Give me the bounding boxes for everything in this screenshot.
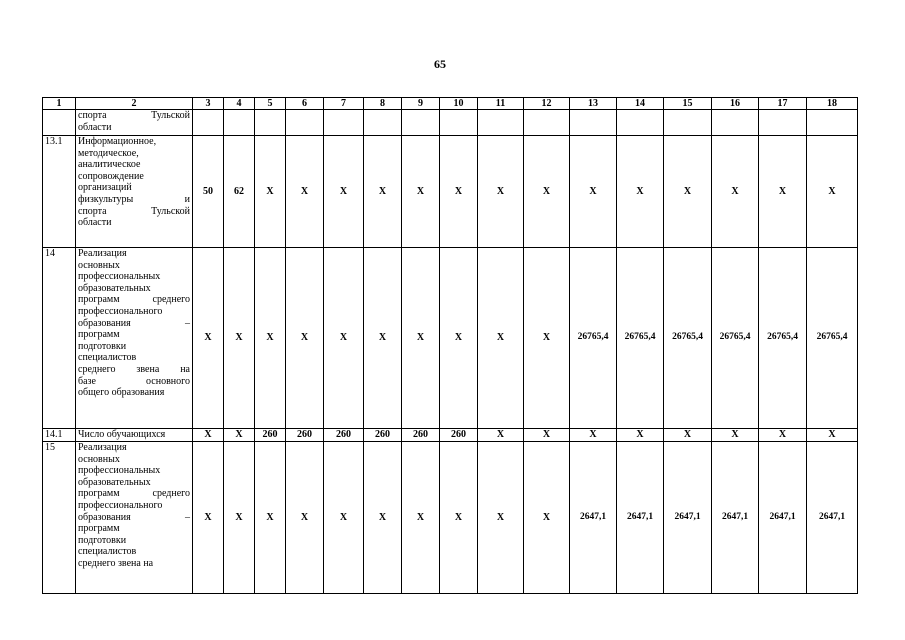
row-name-line: программ [78, 523, 120, 535]
value-cell-col-3: X [193, 442, 224, 594]
value-cell-col-17: X [759, 136, 807, 248]
row-name-line: образовательных [78, 282, 151, 294]
header-cell-6: 6 [286, 98, 324, 110]
value-cell-col-14: 26765,4 [617, 248, 664, 429]
value-cell-col-10: X [440, 442, 478, 594]
header-cell-16: 16 [712, 98, 759, 110]
value-cell-col-9 [402, 110, 440, 136]
row-name-line: среднего звена на [78, 557, 154, 569]
row-name-line: образования – [78, 511, 190, 523]
value-cell-col-16: 2647,1 [712, 442, 759, 594]
value-cell-col-4: 62 [224, 136, 255, 248]
data-table [42, 97, 858, 594]
value-cell-col-8 [364, 110, 402, 136]
row-name-line: общего образования [78, 387, 165, 399]
value-cell-col-5: 260 [255, 429, 286, 442]
value-cell-col-7: X [324, 442, 364, 594]
value-cell-col-14: X [617, 136, 664, 248]
value-cell-col-10 [440, 110, 478, 136]
value-cell-col-11: X [478, 136, 524, 248]
table-row [43, 248, 858, 429]
value-cell-col-10: X [440, 136, 478, 248]
header-cell-13: 13 [570, 98, 617, 110]
header-cell-18: 18 [807, 98, 858, 110]
value-cell-col-18: 2647,1 [807, 442, 858, 594]
value-cell-col-4 [224, 110, 255, 136]
value-cell-col-5: X [255, 442, 286, 594]
row-number [43, 110, 76, 136]
value-cell-col-12: X [524, 248, 570, 429]
row-name-line: образовательных [78, 476, 151, 488]
value-cell-col-18: X [807, 429, 858, 442]
value-cell-col-6: X [286, 442, 324, 594]
value-cell-col-8: X [364, 442, 402, 594]
table-row [43, 136, 858, 248]
table-row [43, 429, 858, 442]
value-cell-col-4: X [224, 248, 255, 429]
row-name-line: сопровождение [78, 170, 144, 182]
value-cell-col-13: 2647,1 [570, 442, 617, 594]
value-cell-col-5: X [255, 248, 286, 429]
row-name-line: профессиональных [78, 271, 161, 283]
value-cell-col-8: X [364, 248, 402, 429]
row-name-line: основных [78, 259, 120, 271]
row-name-line: области [78, 217, 112, 229]
value-cell-col-16: 26765,4 [712, 248, 759, 429]
value-cell-col-11 [478, 110, 524, 136]
value-cell-col-13: 26765,4 [570, 248, 617, 429]
value-cell-col-10: X [440, 248, 478, 429]
value-cell-col-16: X [712, 429, 759, 442]
row-name-line: программ [78, 329, 120, 341]
header-cell-12: 12 [524, 98, 570, 110]
row-name-line: Реализация [78, 248, 127, 259]
value-cell-col-3: X [193, 429, 224, 442]
row-name-line: Число обучающихся [78, 429, 166, 440]
row-name-line: среднего звена на [78, 363, 190, 375]
row-name-line: спорта Тульской [78, 205, 190, 217]
value-cell-col-17 [759, 110, 807, 136]
row-name [76, 136, 193, 248]
value-cell-col-12: X [524, 136, 570, 248]
value-cell-col-17: X [759, 429, 807, 442]
row-name-line: подготовки [78, 534, 127, 546]
value-cell-col-14 [617, 110, 664, 136]
value-cell-col-12 [524, 110, 570, 136]
row-number: 14 [43, 248, 76, 429]
value-cell-col-13: X [570, 136, 617, 248]
value-cell-col-9: X [402, 136, 440, 248]
row-name-line: Информационное, [78, 136, 157, 147]
row-name-line: профессионального [78, 305, 163, 317]
page-number: 65 [434, 57, 446, 71]
table-row [43, 442, 858, 594]
value-cell-col-13 [570, 110, 617, 136]
value-cell-col-15: X [664, 429, 712, 442]
row-name-line: специалистов [78, 352, 137, 364]
header-cell-9: 9 [402, 98, 440, 110]
header-cell-11: 11 [478, 98, 524, 110]
value-cell-col-17: 2647,1 [759, 442, 807, 594]
header-row [43, 98, 858, 110]
value-cell-col-8: X [364, 136, 402, 248]
row-name [76, 110, 193, 136]
row-name-line: базе основного [78, 375, 190, 387]
value-cell-col-7: X [324, 248, 364, 429]
value-cell-col-7: 260 [324, 429, 364, 442]
value-cell-col-14: 2647,1 [617, 442, 664, 594]
value-cell-col-18: 26765,4 [807, 248, 858, 429]
row-name-line: специалистов [78, 546, 137, 558]
value-cell-col-12: X [524, 429, 570, 442]
header-cell-4: 4 [224, 98, 255, 110]
value-cell-col-5: X [255, 136, 286, 248]
value-cell-col-6: X [286, 248, 324, 429]
value-cell-col-3: X [193, 248, 224, 429]
value-cell-col-5 [255, 110, 286, 136]
header-cell-14: 14 [617, 98, 664, 110]
header-cell-15: 15 [664, 98, 712, 110]
row-name-line: методическое, [78, 147, 139, 159]
value-cell-col-6: 260 [286, 429, 324, 442]
value-cell-col-18 [807, 110, 858, 136]
value-cell-col-15: X [664, 136, 712, 248]
row-name-line: программ среднего [78, 294, 190, 306]
value-cell-col-6: X [286, 136, 324, 248]
value-cell-col-15: 2647,1 [664, 442, 712, 594]
value-cell-col-7: X [324, 136, 364, 248]
row-name-line: профессиональных [78, 465, 161, 477]
row-name [76, 442, 193, 594]
row-name-line: области [78, 121, 112, 133]
value-cell-col-11: X [478, 429, 524, 442]
value-cell-col-3 [193, 110, 224, 136]
value-cell-col-16 [712, 110, 759, 136]
header-cell-3: 3 [193, 98, 224, 110]
value-cell-col-4: X [224, 429, 255, 442]
row-name-line: профессионального [78, 499, 163, 511]
row-name-line: организаций [78, 182, 132, 194]
value-cell-col-8: 260 [364, 429, 402, 442]
value-cell-col-11: X [478, 442, 524, 594]
row-name-line: основных [78, 453, 120, 465]
value-cell-col-4: X [224, 442, 255, 594]
value-cell-col-3: 50 [193, 136, 224, 248]
row-name-line: физкультуры и [78, 193, 190, 205]
row-name [76, 429, 193, 442]
header-cell-7: 7 [324, 98, 364, 110]
value-cell-col-11: X [478, 248, 524, 429]
row-name [76, 248, 193, 429]
header-cell-2: 2 [76, 98, 193, 110]
value-cell-col-16: X [712, 136, 759, 248]
row-name-line: спорта Тульской [78, 110, 190, 121]
row-number: 13.1 [43, 136, 76, 248]
row-name-line: программ среднего [78, 488, 190, 500]
value-cell-col-15: 26765,4 [664, 248, 712, 429]
value-cell-col-9: X [402, 248, 440, 429]
value-cell-col-17: 26765,4 [759, 248, 807, 429]
value-cell-col-13: X [570, 429, 617, 442]
header-cell-8: 8 [364, 98, 402, 110]
table-row [43, 110, 858, 136]
value-cell-col-6 [286, 110, 324, 136]
value-cell-col-15 [664, 110, 712, 136]
row-number: 15 [43, 442, 76, 594]
header-cell-17: 17 [759, 98, 807, 110]
value-cell-col-10: 260 [440, 429, 478, 442]
value-cell-col-18: X [807, 136, 858, 248]
row-name-line: подготовки [78, 340, 127, 352]
row-name-line: Реализация [78, 442, 127, 453]
header-cell-10: 10 [440, 98, 478, 110]
row-number: 14.1 [43, 429, 76, 442]
value-cell-col-9: X [402, 442, 440, 594]
row-name-line: образования – [78, 317, 190, 329]
value-cell-col-9: 260 [402, 429, 440, 442]
header-cell-5: 5 [255, 98, 286, 110]
header-cell-1: 1 [43, 98, 76, 110]
value-cell-col-12: X [524, 442, 570, 594]
value-cell-col-7 [324, 110, 364, 136]
value-cell-col-14: X [617, 429, 664, 442]
row-name-line: аналитическое [78, 159, 141, 171]
